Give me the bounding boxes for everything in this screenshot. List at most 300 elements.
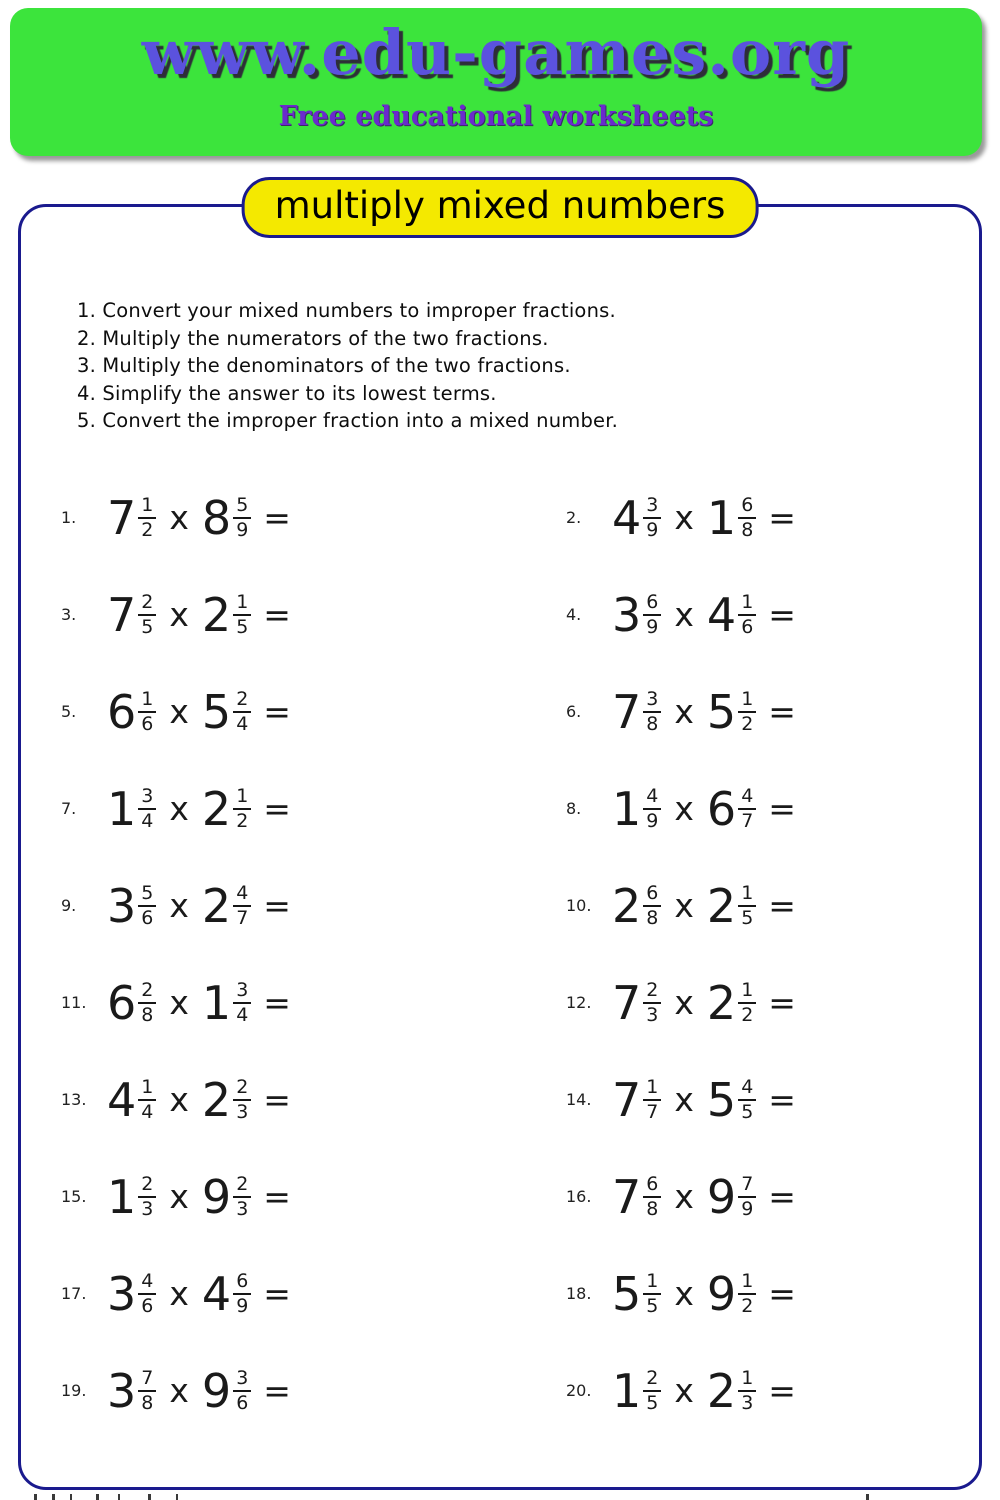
problem-expression xyxy=(612,684,796,739)
fraction xyxy=(738,786,756,831)
mixed-number xyxy=(201,878,251,933)
problem-expression xyxy=(107,781,291,836)
multiply-operator: x xyxy=(674,1371,694,1410)
fraction-denominator: 3 xyxy=(741,1391,754,1414)
multiply-operator: x xyxy=(169,1177,189,1216)
fraction xyxy=(138,1271,156,1316)
mixed-number xyxy=(706,490,756,545)
multiply-operator: x xyxy=(169,886,189,925)
fraction-numerator: 4 xyxy=(643,786,661,810)
fraction-numerator: 2 xyxy=(233,1174,251,1198)
whole-number: 4 xyxy=(201,1266,231,1321)
problem-expression xyxy=(612,781,796,836)
mixed-number xyxy=(612,684,661,739)
problem-item xyxy=(566,490,945,545)
whole-number: 4 xyxy=(706,587,736,642)
fraction xyxy=(738,689,756,734)
mixed-number xyxy=(706,1266,756,1321)
fraction-numerator: 1 xyxy=(643,1271,661,1295)
equals-sign: = xyxy=(768,983,796,1022)
fraction xyxy=(643,1368,661,1413)
fraction xyxy=(138,495,156,540)
whole-number: 9 xyxy=(201,1169,231,1224)
multiply-operator: x xyxy=(169,692,189,731)
mixed-number xyxy=(612,490,661,545)
fraction-numerator: 3 xyxy=(233,980,251,1004)
mixed-number xyxy=(612,781,661,836)
problem-number: 4. xyxy=(566,605,582,624)
fraction-numerator: 4 xyxy=(738,1077,756,1101)
fraction xyxy=(643,1271,661,1316)
whole-number: 1 xyxy=(201,975,231,1030)
equals-sign: = xyxy=(263,886,291,925)
problem-item xyxy=(566,1169,945,1224)
equals-sign: = xyxy=(263,1177,291,1216)
fraction xyxy=(643,1077,661,1122)
multiply-operator: x xyxy=(674,692,694,731)
fraction xyxy=(233,495,251,540)
mixed-number xyxy=(107,1363,156,1418)
multiply-operator: x xyxy=(169,498,189,537)
fraction-denominator: 5 xyxy=(646,1391,659,1414)
multiply-operator: x xyxy=(169,789,189,828)
fraction-denominator: 9 xyxy=(646,615,659,638)
fraction-numerator: 3 xyxy=(643,495,661,519)
problem-number: 11. xyxy=(61,993,87,1012)
mixed-number xyxy=(107,781,156,836)
fraction-denominator: 4 xyxy=(236,1003,249,1026)
whole-number: 7 xyxy=(107,490,136,545)
problem-number: 20. xyxy=(566,1381,592,1400)
fraction-numerator: 4 xyxy=(738,786,756,810)
problem-item xyxy=(61,587,566,642)
whole-number: 5 xyxy=(706,684,736,739)
problem-item xyxy=(61,490,566,545)
fraction xyxy=(643,883,661,928)
whole-number: 1 xyxy=(706,490,736,545)
problem-number: 1. xyxy=(61,508,77,527)
fraction-denominator: 8 xyxy=(741,518,754,541)
mixed-number xyxy=(107,684,156,739)
whole-number: 9 xyxy=(201,1363,231,1418)
mixed-number xyxy=(612,1169,661,1224)
whole-number: 1 xyxy=(107,781,136,836)
equals-sign: = xyxy=(263,1080,291,1119)
whole-number: 7 xyxy=(612,975,641,1030)
mixed-number xyxy=(706,878,756,933)
fraction-numerator: 1 xyxy=(738,689,756,713)
problem-expression xyxy=(107,490,291,545)
fraction-numerator: 2 xyxy=(138,1174,156,1198)
problem-expression xyxy=(612,1363,796,1418)
mixed-number xyxy=(107,975,156,1030)
mixed-number xyxy=(612,975,661,1030)
whole-number: 3 xyxy=(612,587,641,642)
fraction xyxy=(643,689,661,734)
fraction xyxy=(738,1271,756,1316)
worksheet-title: multiply mixed numbers xyxy=(242,177,759,238)
fraction xyxy=(233,1077,251,1122)
equals-sign: = xyxy=(263,1274,291,1313)
problem-expression xyxy=(107,975,291,1030)
problem-number: 13. xyxy=(61,1090,87,1109)
problem-item xyxy=(566,878,945,933)
fraction-numerator: 2 xyxy=(643,1368,661,1392)
equals-sign: = xyxy=(768,1080,796,1119)
site-subtitle: Free educational worksheets xyxy=(278,101,714,132)
mixed-number xyxy=(107,1072,156,1127)
problem-expression xyxy=(107,1169,291,1224)
fraction-denominator: 3 xyxy=(236,1197,249,1220)
equals-sign: = xyxy=(263,595,291,634)
mixed-number xyxy=(201,490,251,545)
multiply-operator: x xyxy=(674,1274,694,1313)
fraction-denominator: 9 xyxy=(741,1197,754,1220)
problem-item xyxy=(566,1072,945,1127)
whole-number: 7 xyxy=(107,587,136,642)
fraction xyxy=(138,786,156,831)
problem-expression xyxy=(107,878,291,933)
fraction-numerator: 6 xyxy=(233,1271,251,1295)
fraction-denominator: 4 xyxy=(236,712,249,735)
multiply-operator: x xyxy=(674,983,694,1022)
fraction-denominator: 3 xyxy=(646,1003,659,1026)
mixed-number xyxy=(107,587,156,642)
problem-item xyxy=(566,684,945,739)
problem-expression xyxy=(612,490,796,545)
fraction xyxy=(738,1077,756,1122)
mixed-number xyxy=(201,684,251,739)
mixed-number xyxy=(107,878,156,933)
fraction-numerator: 2 xyxy=(138,592,156,616)
problems-grid xyxy=(61,469,945,1439)
fraction-denominator: 8 xyxy=(141,1391,154,1414)
mixed-number xyxy=(706,781,756,836)
fraction-numerator: 3 xyxy=(233,1368,251,1392)
mixed-number xyxy=(201,1169,251,1224)
equals-sign: = xyxy=(263,983,291,1022)
problem-item xyxy=(61,684,566,739)
whole-number: 6 xyxy=(107,684,136,739)
problem-expression xyxy=(612,878,796,933)
whole-number: 7 xyxy=(612,1169,641,1224)
equals-sign: = xyxy=(768,886,796,925)
fraction xyxy=(138,980,156,1025)
fraction-numerator: 4 xyxy=(138,1271,156,1295)
mixed-number xyxy=(201,1363,251,1418)
mixed-number xyxy=(706,684,756,739)
problem-item xyxy=(61,878,566,933)
fraction-denominator: 7 xyxy=(236,906,249,929)
site-banner xyxy=(10,8,982,156)
mixed-number xyxy=(612,1072,661,1127)
problem-item xyxy=(566,781,945,836)
problem-number: 3. xyxy=(61,605,77,624)
problem-number: 7. xyxy=(61,799,77,818)
mixed-number xyxy=(107,1266,156,1321)
multiply-operator: x xyxy=(169,595,189,634)
instruction-line: 4. Simplify the answer to its lowest terms. xyxy=(77,381,497,405)
whole-number: 2 xyxy=(706,878,736,933)
fraction-denominator: 6 xyxy=(141,712,154,735)
problem-item xyxy=(566,587,945,642)
site-title: www.edu-games.org xyxy=(141,16,851,89)
fraction xyxy=(643,592,661,637)
mixed-number xyxy=(201,587,251,642)
mixed-number xyxy=(706,587,756,642)
whole-number: 2 xyxy=(201,781,231,836)
fraction-numerator: 1 xyxy=(138,1077,156,1101)
fraction-numerator: 7 xyxy=(738,1174,756,1198)
fraction-denominator: 9 xyxy=(236,1294,249,1317)
fraction xyxy=(138,1174,156,1219)
fraction-numerator: 2 xyxy=(138,980,156,1004)
equals-sign: = xyxy=(768,595,796,634)
problem-number: 10. xyxy=(566,896,592,915)
fraction-denominator: 9 xyxy=(646,809,659,832)
problem-number: 14. xyxy=(566,1090,592,1109)
mixed-number xyxy=(706,1169,756,1224)
fraction xyxy=(233,1271,251,1316)
fraction-numerator: 2 xyxy=(643,980,661,1004)
problem-item xyxy=(61,1363,566,1418)
multiply-operator: x xyxy=(674,1177,694,1216)
whole-number: 6 xyxy=(107,975,136,1030)
fraction-denominator: 2 xyxy=(141,518,154,541)
equals-sign: = xyxy=(768,692,796,731)
fraction xyxy=(233,786,251,831)
fraction-denominator: 9 xyxy=(236,518,249,541)
fraction xyxy=(233,883,251,928)
fraction-denominator: 5 xyxy=(236,615,249,638)
fraction-denominator: 2 xyxy=(741,1294,754,1317)
whole-number: 6 xyxy=(706,781,736,836)
mixed-number xyxy=(201,781,251,836)
problem-expression xyxy=(107,1266,291,1321)
problem-expression xyxy=(107,1363,291,1418)
fraction-numerator: 1 xyxy=(738,883,756,907)
fraction-denominator: 5 xyxy=(741,906,754,929)
fraction-denominator: 5 xyxy=(646,1294,659,1317)
fraction xyxy=(233,689,251,734)
fraction-denominator: 2 xyxy=(741,712,754,735)
fraction-numerator: 5 xyxy=(233,495,251,519)
multiply-operator: x xyxy=(169,983,189,1022)
multiply-operator: x xyxy=(169,1080,189,1119)
fraction-numerator: 1 xyxy=(643,1077,661,1101)
problem-expression xyxy=(612,975,796,1030)
instructions-list xyxy=(77,297,618,435)
whole-number: 2 xyxy=(612,878,641,933)
fraction-numerator: 1 xyxy=(138,495,156,519)
fraction-numerator: 1 xyxy=(738,1271,756,1295)
equals-sign: = xyxy=(263,692,291,731)
fraction xyxy=(138,689,156,734)
whole-number: 2 xyxy=(201,587,231,642)
whole-number: 3 xyxy=(107,1363,136,1418)
fraction-numerator: 6 xyxy=(643,883,661,907)
equals-sign: = xyxy=(768,498,796,537)
whole-number: 3 xyxy=(107,1266,136,1321)
clipped-footer-text xyxy=(0,1494,1000,1500)
whole-number: 5 xyxy=(201,684,231,739)
whole-number: 2 xyxy=(201,1072,231,1127)
multiply-operator: x xyxy=(169,1274,189,1313)
whole-number: 9 xyxy=(706,1169,736,1224)
fraction-denominator: 6 xyxy=(141,1294,154,1317)
fraction-denominator: 5 xyxy=(141,615,154,638)
mixed-number xyxy=(612,1363,661,1418)
equals-sign: = xyxy=(263,498,291,537)
fraction xyxy=(138,883,156,928)
problem-expression xyxy=(612,1266,796,1321)
equals-sign: = xyxy=(263,789,291,828)
mixed-number xyxy=(706,1363,756,1418)
fraction xyxy=(738,883,756,928)
problem-item xyxy=(61,781,566,836)
equals-sign: = xyxy=(768,1371,796,1410)
fraction-denominator: 8 xyxy=(646,906,659,929)
fraction-denominator: 3 xyxy=(236,1100,249,1123)
multiply-operator: x xyxy=(674,595,694,634)
fraction-denominator: 2 xyxy=(741,1003,754,1026)
multiply-operator: x xyxy=(674,886,694,925)
fraction-numerator: 5 xyxy=(138,883,156,907)
fraction-numerator: 6 xyxy=(643,592,661,616)
problem-item xyxy=(566,975,945,1030)
whole-number: 1 xyxy=(612,781,641,836)
fraction xyxy=(643,980,661,1025)
fraction-denominator: 8 xyxy=(646,712,659,735)
instruction-line: 3. Multiply the denominators of the two fractions. xyxy=(77,354,571,377)
mixed-number xyxy=(201,1266,251,1321)
fraction-numerator: 3 xyxy=(643,689,661,713)
problem-item xyxy=(61,1072,566,1127)
fraction-denominator: 4 xyxy=(141,1100,154,1123)
problem-number: 6. xyxy=(566,702,582,721)
fraction-numerator: 7 xyxy=(138,1368,156,1392)
mixed-number xyxy=(612,878,661,933)
fraction-denominator: 3 xyxy=(141,1197,154,1220)
equals-sign: = xyxy=(768,1274,796,1313)
equals-sign: = xyxy=(768,1177,796,1216)
fraction-numerator: 3 xyxy=(138,786,156,810)
equals-sign: = xyxy=(768,789,796,828)
fraction xyxy=(233,980,251,1025)
fraction-numerator: 1 xyxy=(138,689,156,713)
whole-number: 5 xyxy=(612,1266,641,1321)
problem-expression xyxy=(107,587,291,642)
mixed-number xyxy=(107,490,156,545)
fraction-numerator: 1 xyxy=(233,786,251,810)
fraction xyxy=(138,1077,156,1122)
problem-expression xyxy=(612,587,796,642)
instruction-line: 1. Convert your mixed numbers to improper fractions. xyxy=(77,299,616,322)
fraction-numerator: 6 xyxy=(738,495,756,519)
problem-number: 12. xyxy=(566,993,592,1012)
whole-number: 5 xyxy=(706,1072,736,1127)
fraction-denominator: 4 xyxy=(141,809,154,832)
instruction-line: 5. Convert the improper fraction into a mixed number. xyxy=(77,409,619,432)
problem-item xyxy=(566,1266,945,1321)
fraction-numerator: 2 xyxy=(233,689,251,713)
equals-sign: = xyxy=(263,1371,291,1410)
fraction-denominator: 8 xyxy=(141,1003,154,1026)
whole-number: 4 xyxy=(107,1072,136,1127)
fraction xyxy=(643,786,661,831)
whole-number: 8 xyxy=(201,490,231,545)
fraction-numerator: 2 xyxy=(233,1077,251,1101)
problem-number: 15. xyxy=(61,1187,87,1206)
whole-number: 1 xyxy=(107,1169,136,1224)
problem-number: 19. xyxy=(61,1381,87,1400)
fraction xyxy=(738,980,756,1025)
whole-number: 4 xyxy=(612,490,641,545)
fraction xyxy=(738,1368,756,1413)
fraction-denominator: 5 xyxy=(741,1100,754,1123)
problem-item xyxy=(61,975,566,1030)
problem-number: 8. xyxy=(566,799,582,818)
whole-number: 9 xyxy=(706,1266,736,1321)
problem-expression xyxy=(107,1072,291,1127)
problem-number: 18. xyxy=(566,1284,592,1303)
multiply-operator: x xyxy=(674,498,694,537)
fraction-denominator: 7 xyxy=(646,1100,659,1123)
fraction xyxy=(138,592,156,637)
whole-number: 2 xyxy=(201,878,231,933)
mixed-number xyxy=(107,1169,156,1224)
mixed-number xyxy=(612,1266,661,1321)
fraction-denominator: 6 xyxy=(236,1391,249,1414)
fraction-denominator: 6 xyxy=(741,615,754,638)
mixed-number xyxy=(201,975,251,1030)
problem-expression xyxy=(612,1072,796,1127)
fraction xyxy=(233,592,251,637)
whole-number: 7 xyxy=(612,1072,641,1127)
fraction-numerator: 1 xyxy=(738,1368,756,1392)
fraction xyxy=(738,495,756,540)
fraction-numerator: 1 xyxy=(738,592,756,616)
problem-expression xyxy=(612,1169,796,1224)
problem-number: 5. xyxy=(61,702,77,721)
worksheet-box xyxy=(18,184,982,1490)
fraction-denominator: 8 xyxy=(646,1197,659,1220)
mixed-number xyxy=(706,975,756,1030)
fraction-denominator: 6 xyxy=(141,906,154,929)
problem-item xyxy=(566,1363,945,1418)
multiply-operator: x xyxy=(169,1371,189,1410)
mixed-number xyxy=(201,1072,251,1127)
mixed-number xyxy=(612,587,661,642)
problem-item xyxy=(61,1169,566,1224)
fraction xyxy=(643,1174,661,1219)
whole-number: 3 xyxy=(107,878,136,933)
fraction-denominator: 2 xyxy=(236,809,249,832)
multiply-operator: x xyxy=(674,1080,694,1119)
fraction-numerator: 1 xyxy=(738,980,756,1004)
problem-number: 9. xyxy=(61,896,77,915)
problem-expression xyxy=(107,684,291,739)
fraction xyxy=(738,592,756,637)
fraction xyxy=(233,1368,251,1413)
problem-item xyxy=(61,1266,566,1321)
fraction xyxy=(643,495,661,540)
fraction-denominator: 9 xyxy=(646,518,659,541)
fraction xyxy=(738,1174,756,1219)
whole-number: 1 xyxy=(612,1363,641,1418)
fraction-numerator: 1 xyxy=(233,592,251,616)
problem-number: 17. xyxy=(61,1284,87,1303)
